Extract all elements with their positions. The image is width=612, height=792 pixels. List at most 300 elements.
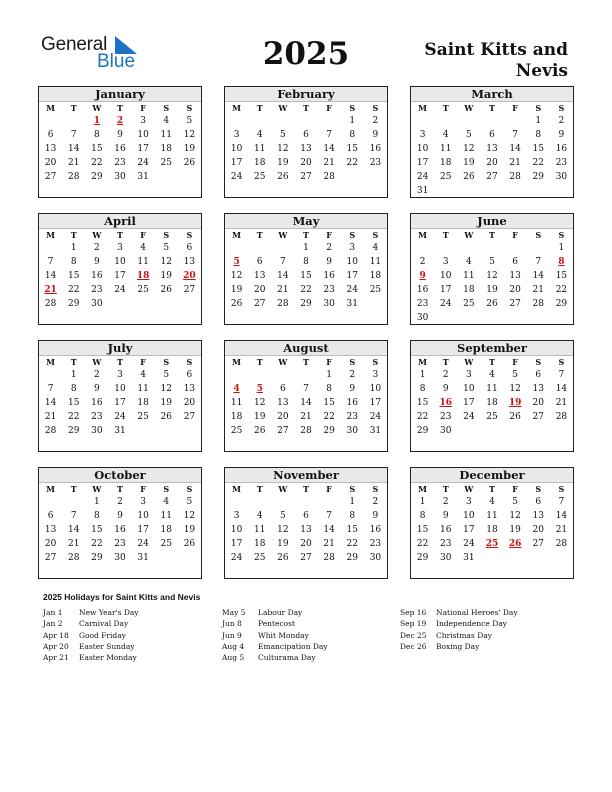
holiday-name: Good Friday [79,630,126,640]
day-cell: 28 [323,172,335,182]
month-title: April [39,214,201,229]
empty-day-cell [62,114,85,128]
day-cell: 6 [303,511,309,521]
day-cell: 10 [463,511,475,521]
empty-day-cell [550,551,573,565]
day-cell: 6 [279,384,286,394]
weekday-header: T [442,103,449,113]
day-cell: 5 [163,243,170,253]
holiday-day-cell: 1 [93,116,100,126]
day-cell: 20 [532,525,544,535]
day-cell: 4 [465,257,472,267]
day-cell: 18 [253,158,266,168]
week-row [39,269,201,283]
week-row [225,241,387,255]
empty-day-cell [480,424,503,438]
weekday-header-row [411,229,573,241]
day-cell: 22 [532,158,544,168]
weekday-header-row [225,229,387,241]
country-name: Saint Kitts and Nevis [424,40,568,81]
day-cell: 6 [47,511,54,521]
holiday-day-cell: 2 [116,116,124,126]
day-cell: 10 [114,384,126,394]
empty-day-cell [318,495,341,509]
day-cell: 18 [160,525,172,535]
day-cell: 22 [300,285,312,295]
week-row [39,537,201,551]
day-cell: 26 [277,172,289,182]
day-cell: 21 [67,158,80,168]
holiday-item [400,630,518,641]
day-cell: 15 [346,525,358,535]
weekday-header: T [303,357,309,367]
day-cell: 27 [277,426,289,436]
day-cell: 11 [137,384,149,394]
day-cell: 22 [323,412,335,422]
weekday-header: S [163,357,170,367]
weekday-header: M [418,230,427,240]
day-cell: 23 [369,158,382,168]
weekday-header: T [442,357,449,367]
day-cell: 3 [140,116,146,126]
holiday-day-cell: 18 [136,271,150,281]
holiday-day-cell: 19 [508,398,522,408]
weekday-header: T [70,484,77,494]
day-cell: 29 [323,426,335,436]
holiday-name: Independence Day [436,619,507,629]
day-cell: 27 [532,412,544,422]
day-cell: 1 [70,370,77,380]
weekday-header: S [163,230,170,240]
day-cell: 26 [160,285,172,295]
weekday-header: S [349,357,356,367]
day-cell: 28 [300,426,312,436]
day-cell: 13 [44,525,57,535]
empty-day-cell [248,114,271,128]
day-cell: 9 [442,384,449,394]
day-cell: 13 [486,144,498,154]
day-cell: 13 [532,511,544,521]
day-cell: 4 [442,130,449,140]
empty-day-cell [550,184,573,198]
day-cell: 14 [67,525,80,535]
month-march [410,86,574,198]
day-cell: 12 [230,271,243,281]
holiday-day-cell: 16 [439,398,452,408]
day-cell: 6 [512,257,518,267]
day-cell: 21 [509,158,521,168]
day-cell: 3 [233,130,240,140]
weekday-header: F [326,484,332,494]
empty-day-cell [155,424,178,438]
day-cell: 23 [91,412,103,422]
day-cell: 24 [230,553,243,563]
empty-day-cell [132,424,155,438]
day-cell: 7 [512,130,518,140]
weekday-header: F [140,103,146,113]
week-row [411,537,573,551]
day-cell: 27 [300,553,312,563]
weekday-header: M [232,230,241,240]
weekday-header: W [278,484,288,494]
day-cell: 7 [279,257,286,267]
day-cell: 12 [509,384,521,394]
day-cell: 20 [183,398,196,408]
weekday-header-row [411,102,573,114]
day-cell: 16 [369,525,382,535]
weekday-header: S [558,357,565,367]
day-cell: 16 [91,271,103,281]
empty-day-cell [108,297,131,311]
holiday-date: Jun 8 [222,619,242,629]
day-cell: 7 [70,511,77,521]
day-cell: 7 [47,257,54,267]
holiday-date: Jan 2 [43,619,63,629]
empty-day-cell [550,424,573,438]
day-cell: 5 [279,130,286,140]
day-cell: 30 [369,553,382,563]
weekday-header: F [140,357,146,367]
weekday-header: M [232,103,241,113]
holiday-item [222,607,328,618]
weekday-header-row [39,356,201,368]
day-cell: 5 [489,257,495,267]
day-cell: 23 [439,412,452,422]
day-cell: 15 [416,525,429,535]
weekday-header: W [464,103,474,113]
day-cell: 14 [555,511,568,521]
empty-day-cell [527,311,550,325]
weekday-header: S [186,103,193,113]
day-cell: 19 [486,285,498,295]
weekday-header: M [46,230,55,240]
day-cell: 4 [256,511,263,521]
day-cell: 18 [486,398,498,408]
day-cell: 28 [277,299,289,309]
weekday-header: T [303,230,309,240]
day-cell: 12 [183,511,196,521]
weekday-header: M [232,484,241,494]
day-cell: 12 [277,525,289,535]
weekday-header-row [39,102,201,114]
day-cell: 17 [137,144,149,154]
empty-day-cell [504,311,527,325]
day-cell: 31 [137,172,149,182]
week-row [39,382,201,396]
empty-day-cell [39,241,62,255]
day-cell: 21 [277,285,289,295]
weekday-header: M [418,103,427,113]
empty-day-cell [294,495,317,509]
week-row [411,241,573,255]
empty-day-cell [225,368,248,382]
week-row [225,424,387,438]
day-cell: 13 [253,271,266,281]
holiday-item [222,652,328,663]
day-cell: 15 [532,144,544,154]
week-row [411,156,573,170]
week-row [39,297,201,311]
week-row [411,495,573,509]
day-cell: 23 [346,412,358,422]
day-cell: 19 [463,158,475,168]
weekday-header: W [464,484,474,494]
week-row [225,523,387,537]
day-cell: 7 [326,511,332,521]
day-cell: 15 [346,144,358,154]
day-cell: 17 [463,525,475,535]
day-cell: 20 [253,285,266,295]
day-cell: 13 [277,398,289,408]
day-cell: 28 [67,553,80,563]
empty-day-cell [271,114,294,128]
day-cell: 27 [486,172,498,182]
weekday-header: F [326,230,332,240]
day-cell: 7 [326,130,332,140]
day-cell: 3 [419,130,426,140]
weekday-header: S [535,484,542,494]
day-cell: 28 [67,172,80,182]
weekday-header: S [186,484,193,494]
day-cell: 9 [372,130,379,140]
week-row [225,495,387,509]
day-cell: 18 [230,412,243,422]
holiday-date: Jun 9 [222,630,242,640]
month-december [410,467,574,579]
day-cell: 27 [509,299,521,309]
day-cell: 22 [555,285,568,295]
day-cell: 13 [532,384,544,394]
day-cell: 26 [230,299,243,309]
day-cell: 14 [300,398,312,408]
day-cell: 22 [346,539,358,549]
day-cell: 11 [230,398,243,408]
weekday-header: T [70,230,77,240]
empty-day-cell [364,170,387,184]
empty-day-cell [62,495,85,509]
holiday-name: National Heroes' Day [436,608,518,617]
day-cell: 9 [372,511,379,521]
day-cell: 4 [489,370,495,380]
month-title: December [411,468,573,483]
month-title: July [39,341,201,356]
day-cell: 2 [558,116,565,126]
day-cell: 26 [277,553,289,563]
day-cell: 10 [137,130,149,140]
day-cell: 11 [486,511,498,521]
day-cell: 8 [93,511,100,521]
empty-day-cell [504,424,527,438]
weekday-header: T [117,230,123,240]
weekday-header: S [558,230,565,240]
day-cell: 24 [439,299,452,309]
month-february [224,86,388,198]
empty-day-cell [39,368,62,382]
week-row [411,114,573,128]
day-cell: 3 [465,370,472,380]
empty-day-cell [178,170,201,184]
day-cell: 2 [93,370,100,380]
empty-day-cell [271,495,294,509]
day-cell: 24 [114,285,126,295]
day-cell: 11 [486,384,498,394]
day-cell: 22 [67,412,80,422]
empty-day-cell [248,495,271,509]
weekday-header-row [225,102,387,114]
day-cell: 11 [253,144,266,154]
weekday-header: S [186,230,193,240]
empty-day-cell [271,241,294,255]
day-cell: 2 [349,370,356,380]
empty-day-cell [155,170,178,184]
weekday-header: T [256,230,263,240]
week-row [411,368,573,382]
holiday-day-cell: 25 [485,539,499,549]
week-row [225,297,387,311]
empty-day-cell [480,551,503,565]
holiday-name: Carnival Day [79,619,129,629]
week-row [39,523,201,537]
weekday-header: S [372,484,379,494]
day-cell: 29 [91,553,103,563]
week-row [39,551,201,565]
week-row [411,255,573,269]
weekday-header: T [117,357,123,367]
weekday-header: T [489,230,495,240]
weekday-header: T [489,357,495,367]
day-cell: 4 [163,497,170,507]
day-cell: 3 [233,511,240,521]
week-row [39,114,201,128]
month-july [38,340,202,452]
holiday-name: Whit Monday [258,630,309,640]
weekday-header: T [117,103,123,113]
week-row [39,283,201,297]
day-cell: 9 [93,257,100,267]
week-row [39,128,201,142]
day-cell: 26 [160,412,172,422]
day-cell: 3 [465,497,472,507]
day-cell: 1 [303,243,309,253]
day-cell: 20 [532,398,544,408]
day-cell: 15 [300,271,312,281]
holiday-name: Culturama Day [258,653,316,663]
day-cell: 22 [91,158,103,168]
month-title: August [225,341,387,356]
weekday-header: M [418,484,427,494]
day-cell: 16 [369,144,382,154]
holiday-day-cell: 21 [44,285,57,295]
weekday-header-row [39,483,201,495]
day-cell: 3 [372,370,379,380]
weekday-header: W [92,230,102,240]
day-cell: 16 [439,525,452,535]
week-row [39,368,201,382]
empty-day-cell [527,424,550,438]
day-cell: 8 [326,384,332,394]
day-cell: 20 [509,285,521,295]
day-cell: 17 [230,539,243,549]
holidays-heading: 2025 Holidays for Saint Kitts and Nevis [43,592,201,602]
empty-day-cell [294,368,317,382]
day-cell: 16 [555,144,568,154]
holiday-column [400,607,518,652]
month-title: February [225,87,387,102]
weekday-header: S [186,357,193,367]
week-row [225,128,387,142]
day-cell: 15 [67,398,80,408]
week-row [411,311,573,325]
day-cell: 4 [256,130,263,140]
day-cell: 23 [555,158,568,168]
holiday-date: Jan 1 [43,608,63,617]
day-cell: 1 [535,116,542,126]
day-cell: 6 [256,257,263,267]
day-cell: 15 [323,398,335,408]
empty-day-cell [527,241,550,255]
day-cell: 9 [93,384,100,394]
day-cell: 18 [439,158,452,168]
weekday-header: S [535,357,542,367]
weekday-header: T [117,484,123,494]
day-cell: 14 [67,144,80,154]
month-october [38,467,202,579]
day-cell: 25 [439,172,452,182]
day-cell: 24 [230,172,243,182]
day-cell: 23 [439,539,452,549]
day-cell: 26 [183,158,196,168]
day-cell: 3 [140,497,146,507]
day-cell: 20 [277,412,289,422]
weekday-header: S [163,103,170,113]
holiday-day-cell: 9 [419,271,426,281]
day-cell: 4 [163,116,170,126]
day-cell: 14 [277,271,289,281]
empty-day-cell [457,184,480,198]
day-cell: 30 [114,553,126,563]
day-cell: 1 [558,243,565,253]
day-cell: 15 [555,271,568,281]
holiday-name: Pentecost [258,619,296,629]
empty-day-cell [178,297,201,311]
empty-day-cell [504,551,527,565]
day-cell: 17 [439,285,452,295]
empty-day-cell [294,114,317,128]
day-cell: 27 [183,285,196,295]
empty-day-cell [178,551,201,565]
week-row [225,283,387,297]
day-cell: 28 [555,539,568,549]
week-row [39,170,201,184]
month-title: October [39,468,201,483]
day-cell: 21 [67,539,80,549]
day-cell: 14 [44,271,57,281]
weekday-header: W [278,357,288,367]
week-row [39,509,201,523]
day-cell: 29 [91,172,103,182]
day-cell: 29 [67,426,80,436]
holiday-date: Apr 18 [43,630,69,640]
day-cell: 21 [323,539,335,549]
week-row [411,382,573,396]
day-cell: 15 [67,271,80,281]
empty-day-cell [457,311,480,325]
empty-day-cell [504,241,527,255]
day-cell: 14 [532,271,544,281]
weekday-header: W [92,103,102,113]
day-cell: 1 [70,243,77,253]
holiday-date: Apr 21 [43,653,69,663]
